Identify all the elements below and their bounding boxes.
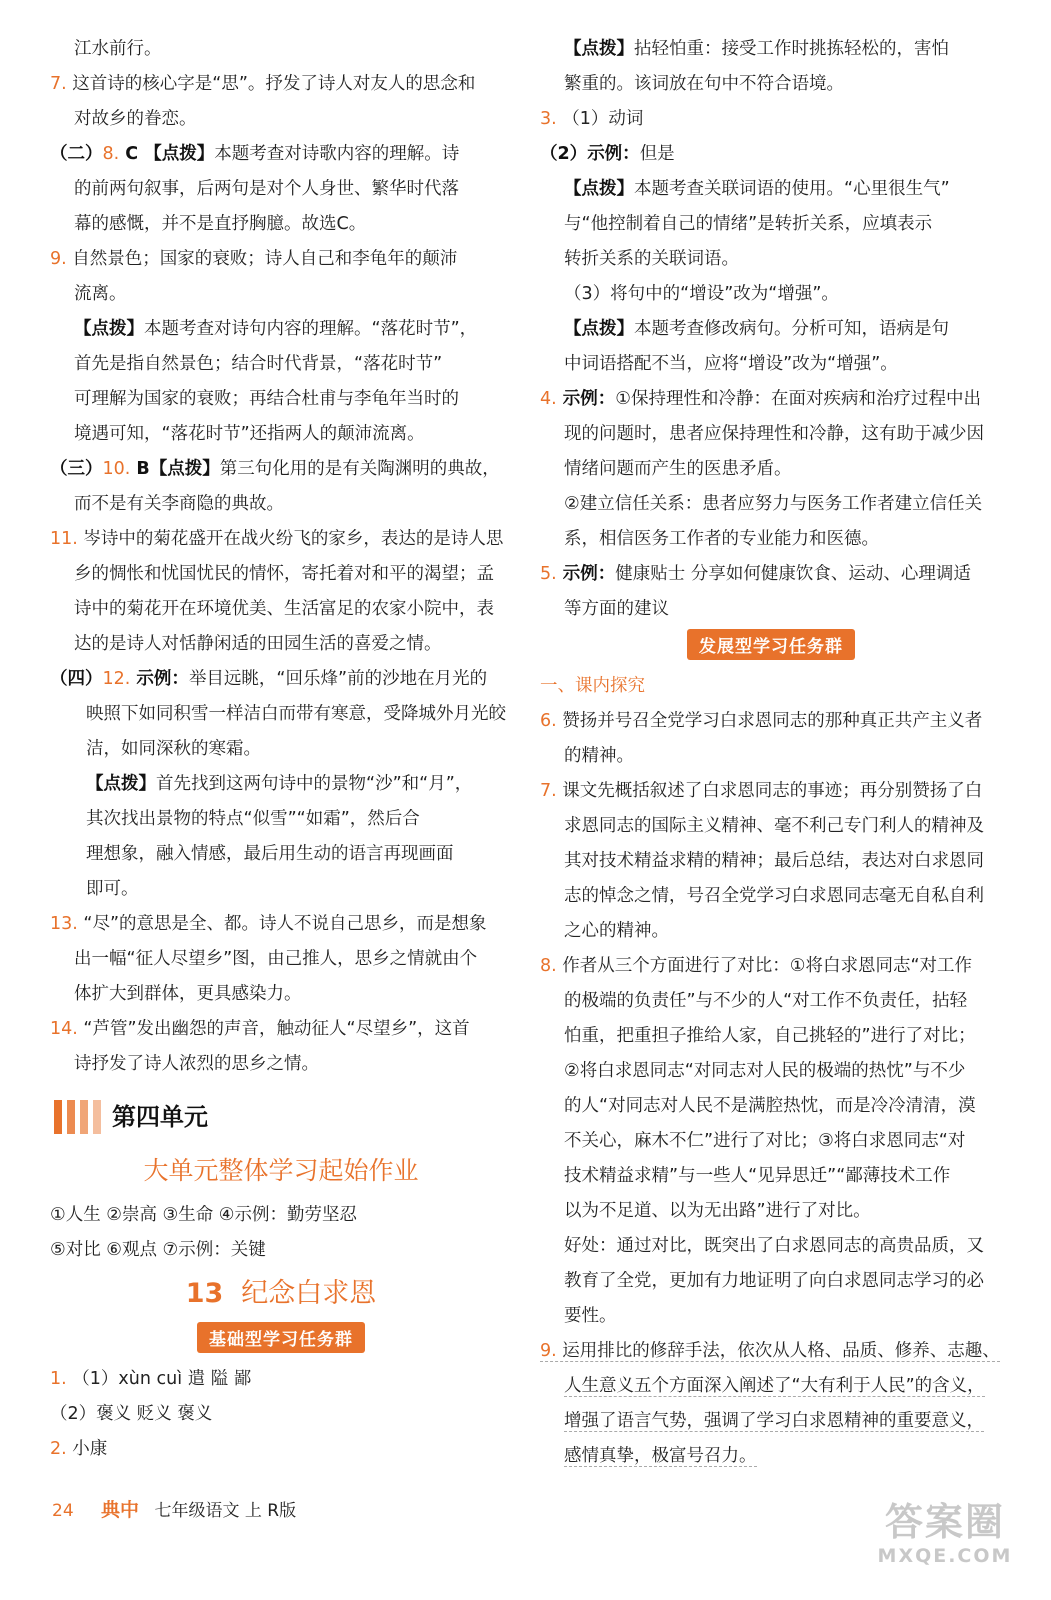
text-span: 系，相信医务工作者的专业能力和医德。: [564, 529, 879, 549]
text-span: 达的是诗人对恬静闲适的田园生活的喜爱之情。: [74, 634, 442, 654]
text-line: [50, 1233, 512, 1268]
text-line: [50, 837, 512, 872]
keyword: 【点拨】: [564, 39, 634, 59]
task-group-banner: 发展型学习任务群: [687, 629, 855, 660]
text-span: 情绪问题而产生的医患矛盾。: [564, 459, 792, 479]
text-span: 可理解为国家的衰败；再结合杜甫与李龟年当时的: [74, 389, 459, 409]
text-line: [50, 732, 512, 767]
text-span: ①保持理性和冷静：在面对疾病和治疗过程中出: [615, 389, 981, 409]
text-span: 小康: [66, 1439, 108, 1459]
bar-mark: [67, 1100, 75, 1134]
text-line: [50, 557, 512, 592]
lesson-title: [50, 1268, 512, 1320]
text-line: [540, 242, 1002, 277]
text-line: [540, 704, 1002, 739]
text-span: （1）动词: [556, 109, 644, 129]
text-span: 以为不足道、以为无出路”进行了对比。: [564, 1201, 871, 1221]
text-line: [50, 767, 512, 802]
text-span: 即可。: [86, 879, 139, 899]
keyword: （三）: [50, 459, 103, 479]
text-line: [540, 1229, 1002, 1264]
unit-title: 第四单元: [112, 1103, 208, 1131]
text-line: [50, 872, 512, 907]
text-span: 举目远眺，“回乐烽”前的沙地在月光的: [188, 669, 488, 689]
text-line: [50, 277, 512, 312]
text-line: [540, 984, 1002, 1019]
text-span: 与“他控制着自己的情绪”是转折关系，应填表示: [564, 214, 933, 234]
text-line: [540, 949, 1002, 984]
left-column: [50, 32, 512, 1467]
bar-mark: [80, 1100, 88, 1134]
text-line: [540, 1369, 1002, 1404]
text-line: [540, 1054, 1002, 1089]
text-span: 本题考查对诗歌内容的理解。诗: [214, 144, 460, 164]
text-span: 怕重，把重担子推给人家，自己挑轻的”进行了对比；: [564, 1026, 976, 1046]
text-line: [50, 32, 512, 67]
text-line: [540, 32, 1002, 67]
text-line: [50, 172, 512, 207]
text-line: [540, 1439, 1002, 1474]
keyword: 示例：: [556, 564, 616, 584]
text-line: [540, 914, 1002, 949]
text-line: [540, 67, 1002, 102]
text-span: 作者从三个方面进行了对比：①将白求恩同志“对工作: [556, 956, 973, 976]
text-span: 赞扬并号召全党学习白求恩同志的那种真正共产主义者: [556, 711, 983, 731]
text-line: [540, 277, 1002, 312]
item-number: 10.: [102, 459, 131, 479]
text-line: [540, 1299, 1002, 1334]
item-number: 5.: [540, 564, 557, 584]
text-line: [540, 844, 1002, 879]
text-line: [540, 452, 1002, 487]
text-line: [540, 347, 1002, 382]
text-span: 的前两句叙事，后两句是对个人身世、繁华时代落: [74, 179, 459, 199]
keyword: （四）: [50, 669, 103, 689]
text-span: 感情真挚，极富号召力。: [564, 1446, 757, 1466]
text-span: 而不是有关李商隐的典故。: [74, 494, 284, 514]
text-span: 诗抒发了诗人浓烈的思乡之情。: [74, 1054, 319, 1074]
text-span: 课文先概括叙述了白求恩同志的事迹；再分别赞扬了白: [556, 781, 983, 801]
text-line: [50, 1397, 512, 1432]
text-line: [540, 809, 1002, 844]
text-span: 增强了语言气势，强调了学习白求恩精神的重要意义，: [564, 1411, 984, 1431]
text-line: [540, 1159, 1002, 1194]
text-line: [50, 452, 512, 487]
text-line: [50, 382, 512, 417]
text-span: 本题考查修改病句。分析可知，语病是句: [634, 319, 949, 339]
text-span: ②建立信任关系：患者应努力与医务工作者建立信任关: [564, 494, 983, 514]
bar-mark: [54, 1100, 62, 1134]
text-span: （2）褒义 贬义 褒义: [50, 1404, 213, 1424]
unit-header: [50, 1090, 512, 1146]
text-line: [50, 1432, 512, 1467]
keyword: 【点拨】: [74, 319, 144, 339]
text-span: 岑诗中的菊花盛开在战火纷飞的家乡，表达的是诗人思: [77, 529, 504, 549]
text-line: [50, 312, 512, 347]
item-number: 14.: [50, 1019, 78, 1039]
text-span: 首先找到这两句诗中的景物“沙”和“月”，: [156, 774, 473, 794]
text-line: [50, 67, 512, 102]
text-span: 本题考查对诗句内容的理解。“落花时节”，: [144, 319, 478, 339]
item-number: 9.: [50, 249, 67, 269]
keyword: 【点拨】: [564, 179, 634, 199]
banner-row: [540, 627, 1002, 669]
item-number: 1.: [50, 1369, 67, 1389]
text-span: 的人“对同志对人民不是满腔热忱，而是冷冷清清，漠: [564, 1096, 976, 1116]
item-number: 7.: [50, 74, 67, 94]
underlined-text: [540, 1341, 1000, 1362]
keyword: 【点拨】: [86, 774, 156, 794]
text-span: 转折关系的关联词语。: [564, 249, 739, 269]
text-line: [540, 1089, 1002, 1124]
text-line: [540, 417, 1002, 452]
text-line: [540, 382, 1002, 417]
text-span: 江水前行。: [74, 39, 162, 59]
text-span: 好处：通过对比，既突出了白求恩同志的高贵品质，又: [564, 1236, 984, 1256]
text-span: 自然景色；国家的衰败；诗人自己和李龟年的颠沛: [66, 249, 458, 269]
text-line: [50, 802, 512, 837]
text-span: 但是: [639, 144, 675, 164]
text-span: 教育了全党，更加有力地证明了向白求恩同志学习的必: [564, 1271, 984, 1291]
lesson-number: 13: [185, 1278, 224, 1309]
text-line: [50, 1362, 512, 1397]
text-span: 对故乡的眷恋。: [74, 109, 197, 129]
text-line: [540, 312, 1002, 347]
item-number: 7.: [540, 781, 557, 801]
text-span: “尽”的意思是全、都。诗人不说自己思乡，而是想象: [77, 914, 487, 934]
text-span: 其次找出景物的特点“似雪”“如霜”，然后合: [86, 809, 420, 829]
bar-mark: [93, 1100, 101, 1134]
text-span: 等方面的建议: [564, 599, 669, 619]
right-column: [540, 32, 1002, 1474]
item-number: 2.: [50, 1439, 67, 1459]
keyword: （2）: [540, 144, 588, 164]
text-span: （1）xùn cuì 遣 隘 鄙: [66, 1369, 252, 1389]
text-line: [540, 102, 1002, 137]
text-line: [50, 242, 512, 277]
underlined-text: [564, 1411, 984, 1432]
text-span: 的极端的负责任”与不少的人“对工作不负责任，拈轻: [564, 991, 968, 1011]
text-line: [540, 879, 1002, 914]
text-span: 不关心，麻木不仁”进行了对比；③将白求恩同志“对: [564, 1131, 966, 1151]
text-span: 的精神。: [564, 746, 634, 766]
text-line: [50, 417, 512, 452]
book-title: 七年级语文 上 R版: [154, 1501, 297, 1521]
text-span: “芦管”发出幽怨的声音，触动征人“尽望乡”，这首: [77, 1019, 470, 1039]
text-span: ⑤对比 ⑥观点 ⑦示例：关键: [50, 1240, 266, 1260]
item-number: 4.: [540, 389, 557, 409]
text-span: 健康贴士 分享如何健康饮食、运动、心理调适: [615, 564, 971, 584]
text-span: 其对技术精益求精的精神；最后总结，表达对白求恩同: [564, 851, 984, 871]
text-line: [50, 102, 512, 137]
text-span: 繁重的。该词放在句中不符合语境。: [564, 74, 844, 94]
underlined-text: [564, 1446, 757, 1467]
keyword: 示例：: [130, 669, 189, 689]
text-line: [50, 942, 512, 977]
text-line: [540, 1264, 1002, 1299]
item-number: 11.: [50, 529, 78, 549]
item-number: 9.: [540, 1341, 557, 1361]
subsection-heading: 一、课内探究: [540, 676, 645, 696]
text-span: 幕的感慨，并不是直抒胸臆。故选C。: [74, 214, 367, 234]
text-line: [50, 592, 512, 627]
item-number: 8.: [102, 144, 120, 164]
text-span: 之心的精神。: [564, 921, 669, 941]
underlined-text: [564, 1376, 985, 1397]
text-span: （3）将句中的“增设”改为“增强”。: [564, 284, 839, 304]
text-span: 人生意义五个方面深入阐述了“大有利于人民”的含义，: [564, 1376, 985, 1396]
text-line: [540, 487, 1002, 522]
text-line: [50, 347, 512, 382]
text-span: 技术精益求精”与一些人“见异思迁”“鄙薄技术工作: [564, 1166, 951, 1186]
keyword: B: [130, 459, 150, 479]
text-line: [50, 662, 512, 697]
text-line: [50, 137, 512, 172]
text-span: 乡的惆怅和忧国忧民的情怀，寄托着对和平的渴望；孟: [74, 564, 494, 584]
item-number: 6.: [540, 711, 557, 731]
keyword: C: [119, 144, 139, 164]
text-line: [540, 739, 1002, 774]
text-line: [540, 522, 1002, 557]
item-number: 13.: [50, 914, 78, 934]
banner-row: [50, 1320, 512, 1362]
text-span: 运用排比的修辞手法，依次从人格、品质、修养、志趣、: [556, 1341, 1000, 1361]
text-line: [540, 207, 1002, 242]
item-number: 3.: [540, 109, 557, 129]
unit-bars-icon: [54, 1100, 104, 1134]
item-number: 12.: [102, 669, 131, 689]
text-line: [50, 697, 512, 732]
section-title: 大单元整体学习起始作业: [143, 1156, 419, 1185]
item-number: 8.: [540, 956, 557, 976]
text-line: [540, 137, 1002, 172]
text-line: [50, 487, 512, 522]
text-span: 映照下如同积雪一样洁白而带有寒意，受降城外月光皎: [86, 704, 506, 724]
watermark-text: 答案圈: [884, 1500, 1005, 1544]
keyword: 【点拨】: [149, 459, 220, 479]
brand-logo: 典中: [101, 1499, 140, 1521]
text-line: [50, 977, 512, 1012]
text-span: 拈轻怕重：接受工作时挑拣轻松的，害怕: [634, 39, 949, 59]
text-line: [540, 592, 1002, 627]
text-line: [540, 557, 1002, 592]
text-line: [50, 907, 512, 942]
text-span: 本题考查关联词语的使用。“心里很生气”: [634, 179, 950, 199]
text-span: 流离。: [74, 284, 127, 304]
text-span: ①人生 ②崇高 ③生命 ④示例：勤劳坚忍: [50, 1205, 357, 1225]
watermark: [850, 1500, 1040, 1568]
text-span: ②将白求恩同志“对同志对人民的极端的热忱”与不少: [564, 1061, 966, 1081]
text-span: 洁，如同深秋的寒霜。: [86, 739, 261, 759]
text-span: 求恩同志的国际主义精神、毫不利己专门利人的精神及: [564, 816, 984, 836]
keyword: 示例：: [556, 389, 616, 409]
text-span: 理想象，融入情感，最后用生动的语言再现画面: [86, 844, 454, 864]
lesson-name: 纪念白求恩: [241, 1278, 377, 1309]
keyword: （二）: [50, 144, 103, 164]
text-line: [50, 627, 512, 662]
keyword: 示例：: [587, 144, 640, 164]
text-span: 现的问题时，患者应保持理性和冷静，这有助于减少因: [564, 424, 984, 444]
keyword: 【点拨】: [138, 144, 215, 164]
keyword: 【点拨】: [564, 319, 634, 339]
text-span: 诗中的菊花开在环境优美、生活富足的农家小院中，表: [74, 599, 494, 619]
text-span: 中词语搭配不当，应将“增设”改为“增强”。: [564, 354, 898, 374]
text-line: [50, 522, 512, 557]
page-footer: [52, 1492, 296, 1528]
text-line: [50, 1012, 512, 1047]
text-span: 志的悼念之情，号召全党学习白求恩同志毫无自私自利: [564, 886, 984, 906]
text-span: 第三句化用的是有关陶渊明的典故，: [219, 459, 500, 479]
text-line: [50, 207, 512, 242]
text-span: 首先是指自然景色；结合时代背景，“落花时节”: [74, 354, 443, 374]
text-span: 体扩大到群体，更具感染力。: [74, 984, 302, 1004]
text-line: [540, 1019, 1002, 1054]
task-group-banner: 基础型学习任务群: [197, 1322, 365, 1353]
text-span: 要性。: [564, 1306, 617, 1326]
page-number: 24: [52, 1501, 74, 1521]
text-line: [50, 1047, 512, 1082]
text-line: [540, 172, 1002, 207]
text-line: [50, 1198, 512, 1233]
text-span: 出一幅“征人尽望乡”图，由己推人，思乡之情就由个: [74, 949, 478, 969]
text-line: [540, 774, 1002, 809]
text-line: [540, 1124, 1002, 1159]
text-span: 这首诗的核心字是“思”。抒发了诗人对友人的思念和: [66, 74, 476, 94]
text-line: [540, 1334, 1002, 1369]
text-line: [540, 1404, 1002, 1439]
text-line: [540, 1194, 1002, 1229]
watermark-url: MXQE.COM: [877, 1545, 1013, 1567]
text-span: 境遇可知，“落花时节”还指两人的颠沛流离。: [74, 424, 425, 444]
